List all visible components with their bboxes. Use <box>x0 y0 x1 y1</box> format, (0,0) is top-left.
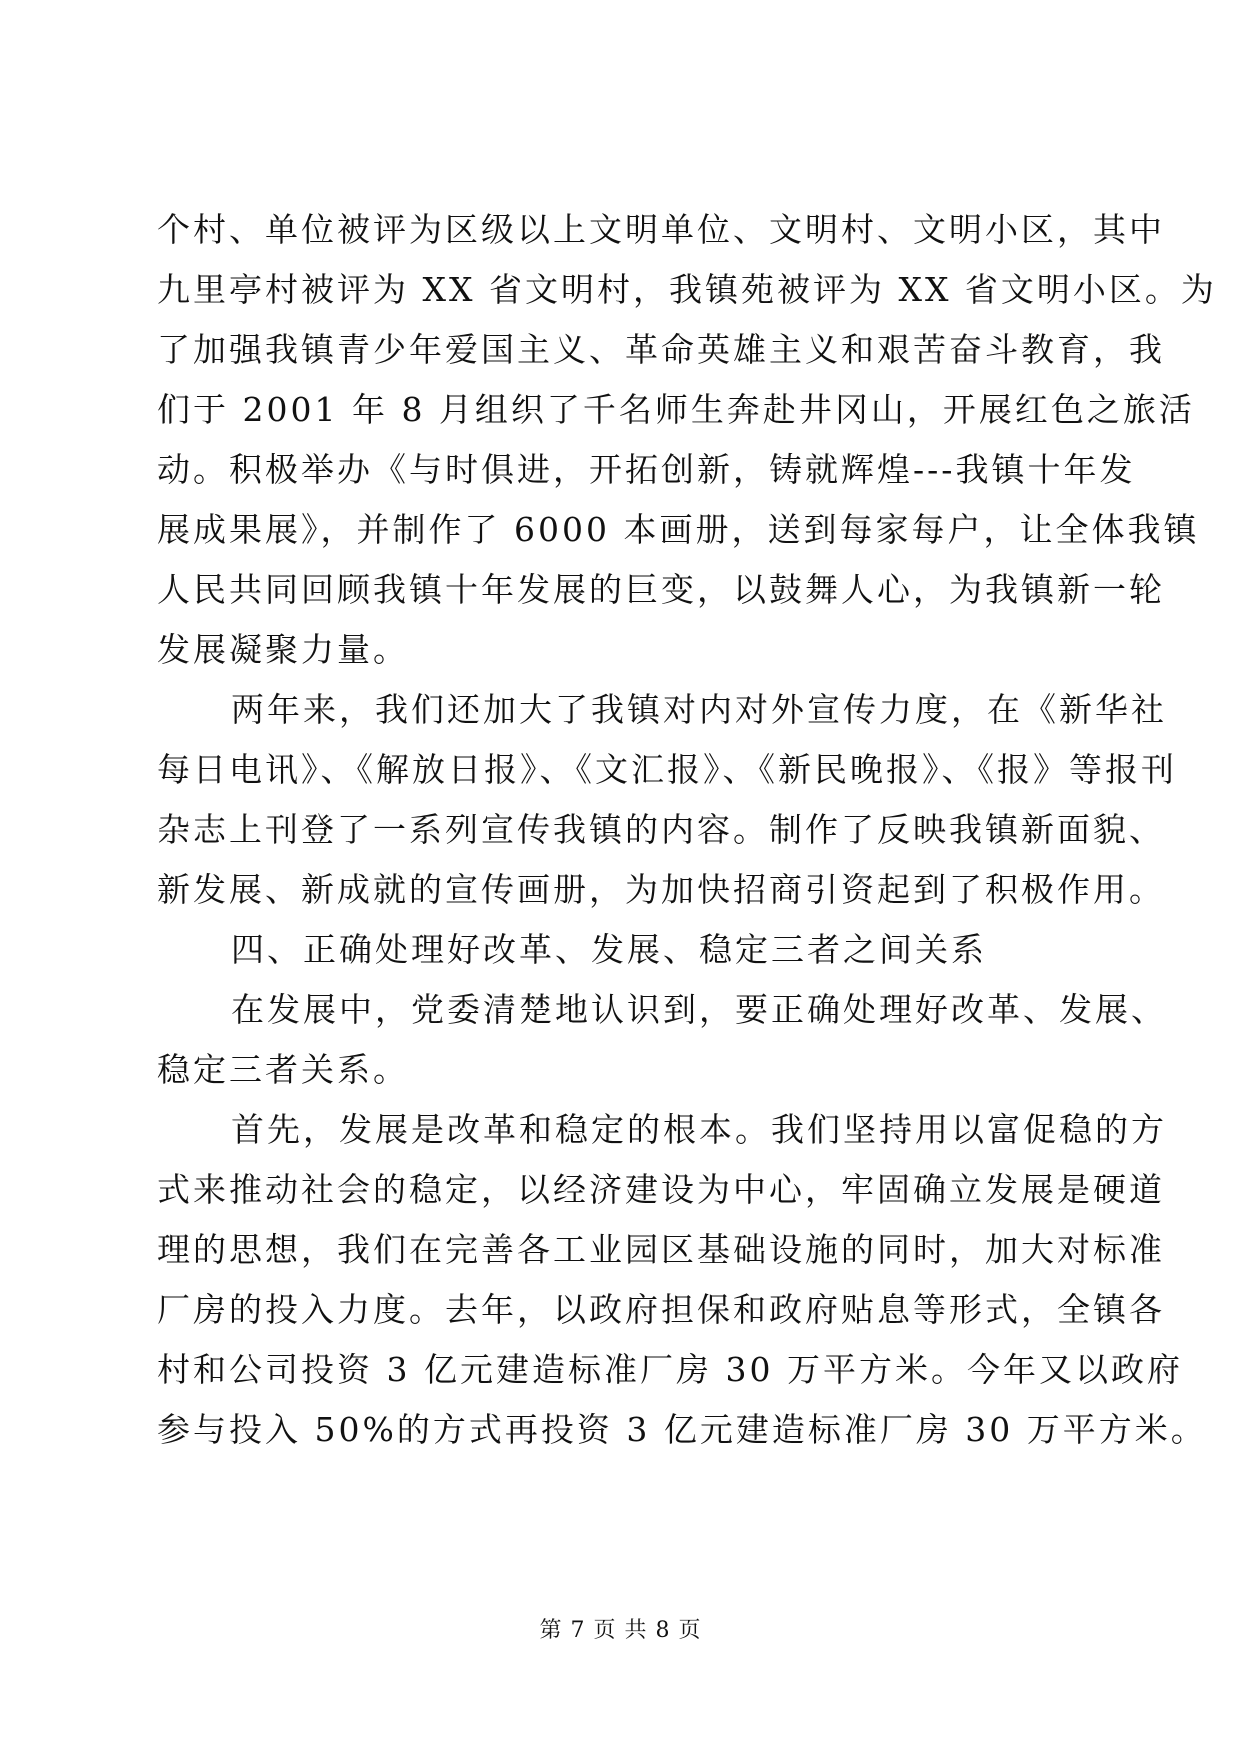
body-line: 新发展、新成就的宣传画册，为加快招商引资起到了积极作用。 <box>157 870 1165 909</box>
body-line: 稳定三者关系。 <box>157 1050 409 1089</box>
body-line: 厂房的投入力度。去年，以政府担保和政府贴息等形式，全镇各 <box>157 1290 1165 1329</box>
body-line: 每日电讯》、《解放日报》、《文汇报》、《新民晚报》、《报》等报刊 <box>157 750 1177 789</box>
body-line: 动。积极举办《与时俱进，开拓创新，铸就辉煌---我镇十年发 <box>157 450 1136 489</box>
body-line: 式来推动社会的稳定，以经济建设为中心，牢固确立发展是硬道 <box>157 1170 1165 1209</box>
body-line: 个村、单位被评为区级以上文明单位、文明村、文明小区，其中 <box>157 210 1165 249</box>
page-number-footer: 第 7 页 共 8 页 <box>539 1618 702 1643</box>
body-line: 九里亭村被评为 XX 省文明村，我镇苑被评为 XX 省文明小区。为 <box>157 270 1217 309</box>
paragraph-start-line: 在发展中，党委清楚地认识到，要正确处理好改革、发展、 <box>231 990 1167 1029</box>
paragraph-start-line: 两年来，我们还加大了我镇对内对外宣传力度，在《新华社 <box>231 690 1167 729</box>
body-line: 展成果展》，并制作了 6000 本画册，送到每家每户，让全体我镇 <box>157 510 1200 549</box>
body-line: 杂志上刊登了一系列宣传我镇的内容。制作了反映我镇新面貌、 <box>157 810 1165 849</box>
body-line: 村和公司投资 3 亿元建造标准厂房 30 万平方米。今年又以政府 <box>157 1350 1183 1389</box>
section-heading: 四、正确处理好改革、发展、稳定三者之间关系 <box>231 930 987 969</box>
body-line: 人民共同回顾我镇十年发展的巨变，以鼓舞人心，为我镇新一轮 <box>157 570 1165 609</box>
paragraph-start-line: 首先，发展是改革和稳定的根本。我们坚持用以富促稳的方 <box>231 1110 1167 1149</box>
body-line: 参与投入 50%的方式再投资 3 亿元建造标准厂房 30 万平方米。 <box>157 1410 1207 1449</box>
body-line: 了加强我镇青少年爱国主义、革命英雄主义和艰苦奋斗教育，我 <box>157 330 1165 369</box>
body-line: 们于 2001 年 8 月组织了千名师生奔赴井冈山，开展红色之旅活 <box>157 390 1195 429</box>
body-line: 理的思想，我们在完善各工业园区基础设施的同时，加大对标准 <box>157 1230 1165 1269</box>
body-line: 发展凝聚力量。 <box>157 630 409 669</box>
